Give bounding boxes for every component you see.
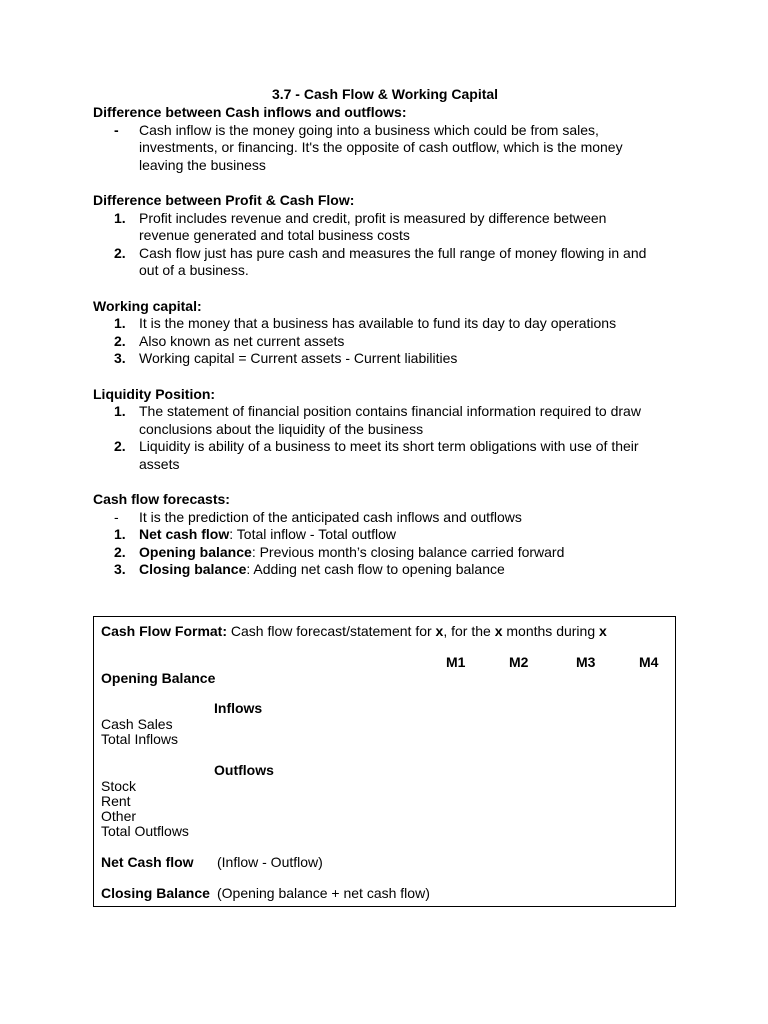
format-desc: Cash flow forecast/statement for — [227, 623, 436, 639]
list-item — [93, 438, 677, 473]
list-marker: - — [114, 508, 119, 525]
list-item — [93, 245, 677, 280]
term-description: : Previous month’s closing balance carried forward — [251, 543, 565, 560]
format-header — [101, 623, 607, 641]
list-marker: 1. — [114, 315, 126, 332]
section-heading: Liquidity Position: — [93, 385, 216, 402]
section-profit-cash-flow — [93, 192, 677, 280]
numbered-list — [93, 315, 677, 368]
list-item-text: Also known as net current assets — [139, 332, 345, 349]
placeholder-x: x — [599, 623, 607, 639]
term-description: : Adding net cash flow to opening balance — [246, 561, 505, 578]
placeholder-x: x — [435, 623, 444, 639]
list-marker: 1. — [114, 209, 126, 226]
section-heading: Difference between Cash inflows and outflows: — [93, 104, 407, 120]
list-item-text: Cash flow just has pure cash and measures the full range of money flowing in and out of a business. — [139, 244, 647, 279]
list-item-text: It is the prediction of the anticipated cash inflows and outflows — [139, 508, 522, 525]
placeholder-x: x — [494, 623, 503, 639]
numbered-list — [93, 210, 677, 280]
list-marker: 2. — [114, 543, 126, 560]
row-other: Other — [101, 808, 137, 824]
list-item — [93, 122, 677, 175]
section-heading: Difference between Profit & Cash Flow: — [93, 191, 355, 208]
list-marker: 2. — [114, 244, 126, 261]
row-total-inflows: Total Inflows — [101, 731, 179, 747]
format-label: Cash Flow Format: — [101, 623, 228, 639]
month-header-m1: M1 — [446, 654, 466, 670]
list-item — [93, 333, 677, 351]
row-opening-balance: Opening Balance — [101, 670, 216, 686]
term-label: Opening balance — [139, 543, 252, 560]
net-cash-flow-formula: (Inflow - Outflow) — [217, 854, 323, 870]
list-item — [93, 315, 677, 333]
list-item — [93, 509, 677, 527]
list-item — [93, 210, 677, 245]
cash-flow-format-box — [93, 616, 676, 907]
bullet-list — [93, 122, 677, 175]
list-marker: 3. — [114, 561, 126, 578]
section-heading: Cash flow forecasts: — [93, 491, 230, 508]
month-header-m2: M2 — [509, 654, 529, 670]
row-closing-balance: Closing Balance — [101, 885, 210, 901]
term-description: : Total inflow - Total outflow — [229, 526, 397, 543]
section-cash-flow-forecasts — [93, 491, 677, 579]
list-item-text: It is the money that a business has available to fund its day to day operations — [139, 315, 617, 332]
list-item-text: Liquidity is ability of a business to meet its short term obligations with use of their assets — [139, 438, 639, 472]
list-item — [93, 403, 677, 438]
list-item-text: Working capital = Current assets - Current liabilities — [139, 350, 458, 367]
outflows-heading: Outflows — [214, 762, 274, 778]
list-item — [93, 544, 677, 562]
row-cash-sales: Cash Sales — [101, 716, 173, 732]
format-desc: months during — [502, 623, 599, 639]
list-marker: 2. — [114, 332, 126, 349]
section-cash-inflows-outflows — [93, 104, 677, 174]
term-label: Net cash flow — [139, 526, 230, 543]
month-header-m4: M4 — [639, 654, 659, 670]
closing-balance-formula: (Opening balance + net cash flow) — [217, 885, 430, 901]
inflows-heading: Inflows — [214, 700, 263, 716]
row-total-outflows: Total Outflows — [101, 823, 189, 839]
format-desc: , for the — [443, 623, 495, 639]
list-marker: 2. — [114, 438, 126, 455]
list-marker: - — [114, 121, 119, 138]
page-title: 3.7 - Cash Flow & Working Capital — [271, 86, 499, 102]
row-stock: Stock — [101, 778, 137, 794]
list-marker: 1. — [114, 526, 126, 543]
list-item-text: Profit includes revenue and credit, profit is measured by difference between revenue generated and total business costs — [139, 209, 607, 244]
mixed-list — [93, 509, 677, 579]
row-rent: Rent — [101, 793, 131, 809]
list-marker: 1. — [114, 403, 126, 420]
list-item-text: Cash inflow is the money going into a business which could be from sales, investments, or financing. It's the opposite of cash outflow, which is the money leaving the business — [139, 121, 623, 173]
list-marker: 3. — [114, 350, 126, 367]
section-heading: Working capital: — [93, 297, 202, 314]
row-net-cash-flow: Net Cash flow — [101, 854, 194, 870]
list-item — [93, 350, 677, 368]
section-liquidity-position — [93, 386, 677, 474]
document-body — [93, 86, 677, 597]
section-working-capital — [93, 298, 677, 368]
term-label: Closing balance — [139, 561, 247, 578]
list-item — [93, 561, 677, 579]
list-item-text: The statement of financial position contains financial information required to draw conclusions about the liquidity of the business — [139, 403, 641, 437]
month-header-m3: M3 — [576, 654, 596, 670]
numbered-list — [93, 403, 677, 473]
list-item — [93, 526, 677, 544]
